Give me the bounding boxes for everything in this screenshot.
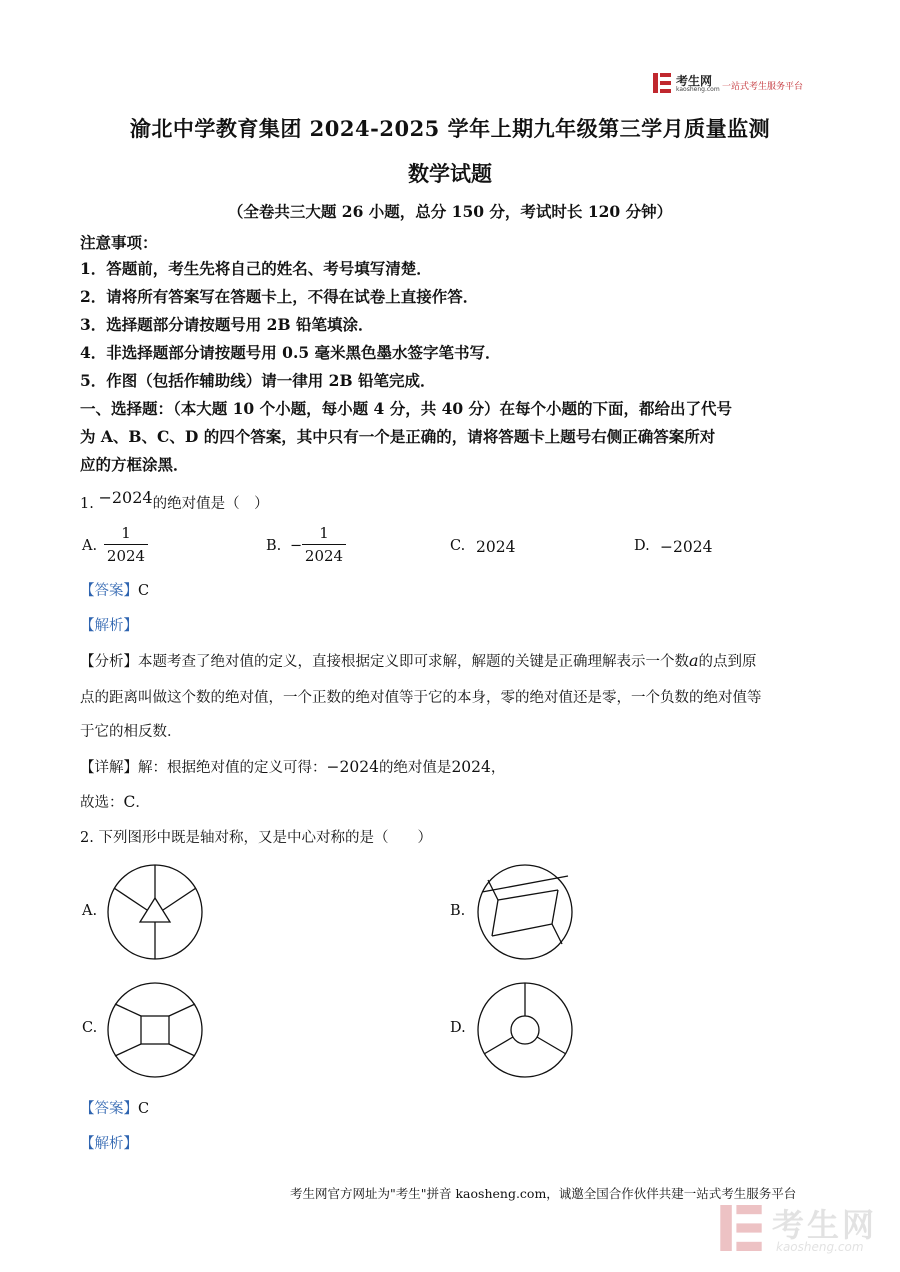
fraction-numerator: 1 [121, 524, 131, 542]
section-heading: 一、选择题：（本大题 10 个小题，每小题 4 分，共 40 分）在每个小题的下面，都给出了代号 [80, 399, 733, 418]
watermark-logo-icon [718, 1202, 764, 1254]
watermark [718, 1200, 888, 1260]
site-logo [652, 72, 822, 98]
answer-value: C [138, 583, 150, 599]
section-heading: 为 A、B、C、D 的四个答案，其中只有一个是正确的，请将答题卡上题号右侧正确答案所对 [80, 427, 716, 446]
q1-fenxi-line1 [80, 650, 757, 671]
logo-brand: 考生网 [676, 74, 713, 88]
figure-c [104, 980, 206, 1080]
detail-text: 解：根据绝对值的定义可得： [138, 760, 327, 776]
option-c-value: 2024 [476, 538, 516, 556]
fraction-bar [104, 544, 148, 545]
option-a-label: A. [82, 538, 98, 554]
detail-text: ， [490, 760, 506, 776]
page-footer: 考生网官方网址为"考生"拼音 kaosheng.com，诚邀全国合作伙伴共建一站式考生服务平台 [290, 1186, 797, 1201]
option-d-label: D. [634, 538, 650, 554]
logo-slogan: 一站式考生服务平台 [722, 82, 804, 92]
option-b-label: B. [266, 538, 282, 554]
fenxi-text: 本题考查了绝对值的定义，直接根据定义即可求解，解题的关键是正确理解表示一个数 [138, 654, 689, 670]
fenxi-text-end: 的点到原 [698, 654, 757, 670]
figure-b-label: B. [450, 903, 466, 919]
q2-answer [80, 1097, 149, 1118]
note-item: 1．答题前，考生先将自己的姓名、考号填写清楚． [80, 259, 432, 278]
fraction-bar [302, 544, 346, 545]
choose-text: 故选： [80, 795, 124, 811]
note-item: 2．请将所有答案写在答题卡上，不得在试卷上直接作答． [80, 287, 479, 306]
option-a-fraction [104, 524, 148, 565]
option-d-value: −2024 [660, 538, 713, 556]
detail-tag: 【详解】 [80, 760, 138, 776]
fenxi-tag: 【分析】 [80, 654, 138, 670]
q1-detail [80, 756, 505, 777]
fraction-numerator: 1 [319, 524, 329, 542]
choose-value: C [123, 793, 136, 811]
question-1 [80, 488, 269, 513]
q1-choose [80, 791, 150, 812]
question-number: 1. [80, 496, 94, 512]
figure-d-label: D. [450, 1020, 466, 1036]
section-heading: 应的方框涂黑． [80, 455, 189, 474]
fraction-denominator: 2024 [304, 547, 344, 565]
note-item: 3．选择题部分请按题号用 2B 铅笔填涂． [80, 315, 374, 334]
exam-title: 渝北中学教育集团 2024-2025 学年上期九年级第三学月质量监测 [129, 116, 771, 141]
figure-a-label: A. [82, 903, 98, 919]
choose-end: ． [135, 795, 150, 811]
q1-fenxi-line2: 点的距离叫做这个数的绝对值，一个正数的绝对值等于它的本身，零的绝对值还是零，一个负数的绝对值等 [80, 690, 762, 706]
notes-heading: 注意事项： [80, 233, 158, 252]
q1-answer [80, 579, 149, 600]
fenxi-variable: a [689, 651, 699, 670]
watermark-sub: kaosheng.com [776, 1240, 864, 1254]
option-b-sign: − [290, 538, 303, 554]
detail-expr: −2024 [326, 758, 379, 776]
kaosheng-logo-icon [652, 72, 672, 94]
fraction-denominator: 2024 [106, 547, 146, 565]
answer-tag: 【答案】 [80, 1101, 138, 1117]
logo-domain: kaosheng.com [676, 86, 720, 93]
question-expr: −2024 [98, 488, 153, 507]
q1-fenxi-line3: 于它的相反数． [80, 724, 182, 740]
exam-info: （全卷共三大题 26 小题，总分 150 分，考试时长 120 分钟） [227, 202, 673, 221]
figure-a [104, 862, 206, 962]
note-item: 4．非选择题部分请按题号用 0.5 毫米黑色墨水签字笔书写． [80, 343, 501, 362]
question-2: 2. 下列图形中既是轴对称，又是中心对称的是（ ） [80, 830, 432, 846]
question-stem: 的绝对值是（ ） [152, 496, 269, 512]
answer-value: C [138, 1101, 150, 1117]
figure-d [474, 980, 576, 1080]
note-item: 5．作图（包括作辅助线）请一律用 2B 铅笔完成． [80, 371, 436, 390]
option-c-label: C. [450, 538, 466, 554]
option-b-fraction [302, 524, 346, 565]
watermark-text: 考生网 [772, 1206, 878, 1244]
exam-subject: 数学试题 [408, 161, 492, 186]
figure-b [474, 862, 576, 962]
figure-c-label: C. [82, 1020, 98, 1036]
analysis-tag: 【解析】 [80, 1136, 138, 1152]
answer-tag: 【答案】 [80, 583, 138, 599]
analysis-tag: 【解析】 [80, 618, 138, 634]
detail-expr: 2024 [451, 758, 491, 776]
detail-text: 的绝对值是 [378, 760, 452, 776]
